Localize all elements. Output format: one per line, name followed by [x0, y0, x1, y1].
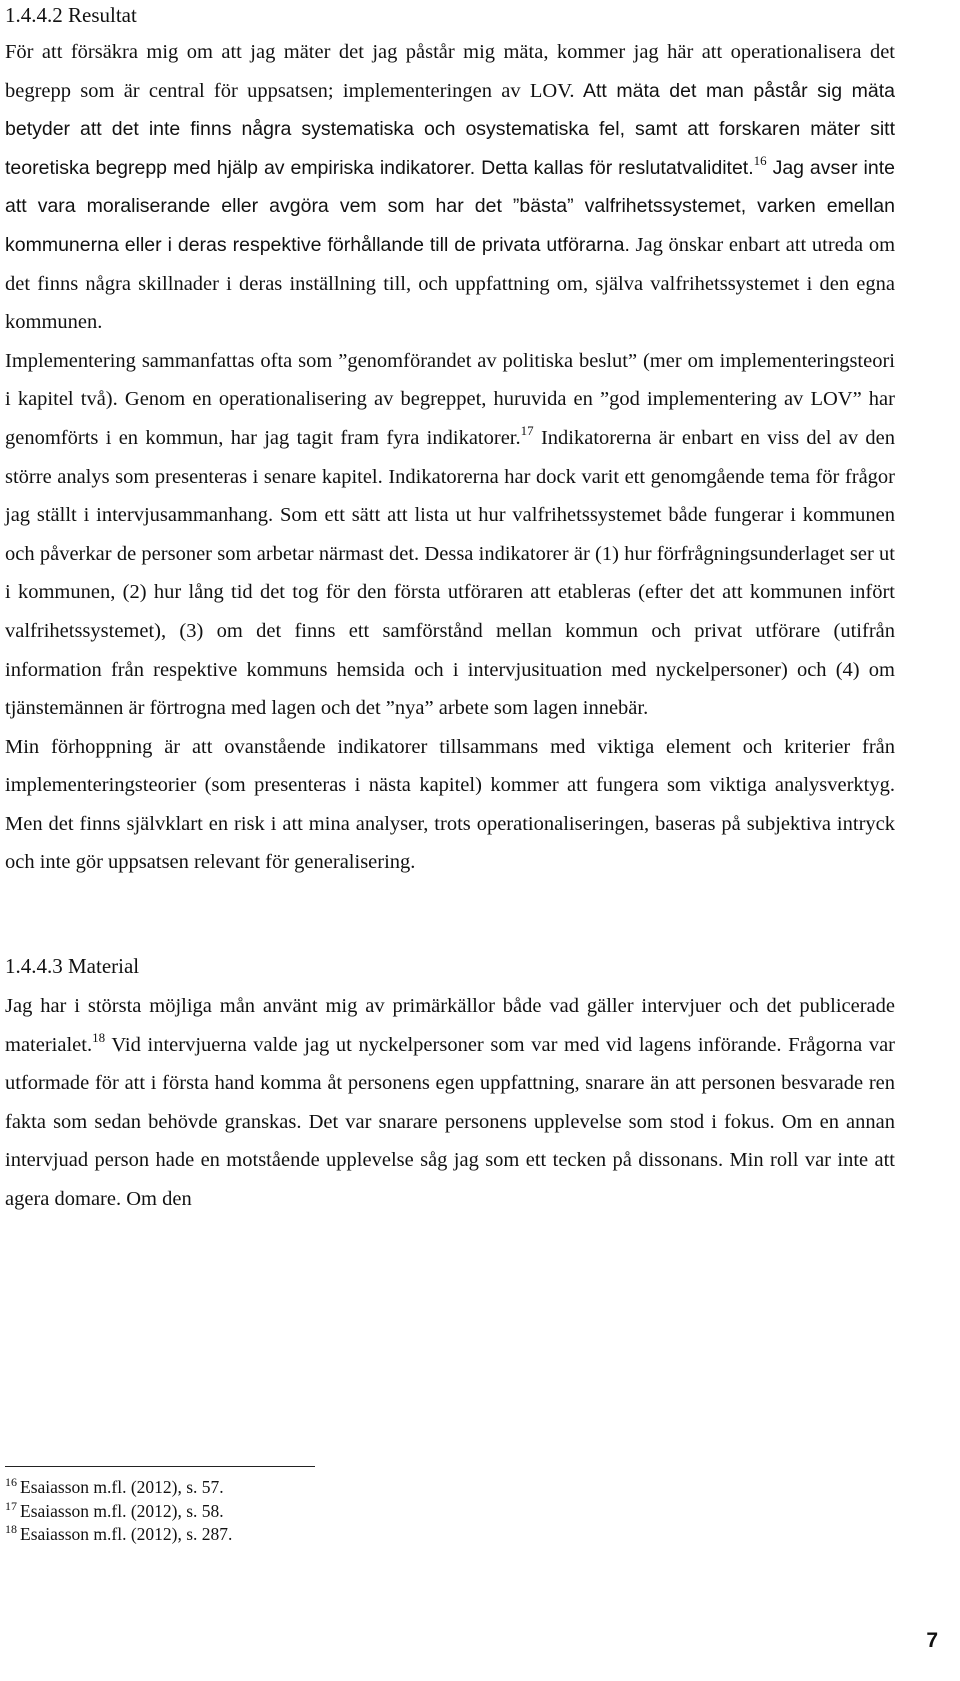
text-run: Indikatorerna är enbart en viss del av den större analys som presenteras i senare kapitel. Indikatorerna har dock varit ett genomgående tema för frågor jag ställt i intervjusammanhang. Som ett sätt att lista ut hur valfrihetssystemet både fungerar i kommunen och påverkar de personer som arbetar närmast det. Dessa indikatorer är (1) hur förfrågningsunderlaget ser ut i kommunen, (2) hur lång tid det tog för den första utföraren att etableras (efter det att kommunen infört valfrihetssystemet), (3) om det finns ett samförstånd mellan kommun och privat utförare (utifrån information från respektive kommuns hemsida och i intervjusituation med nyckelpersoner) och (4) om tjänstemännen är förtrogna med lagen och det ”nya” arbete som lagen innebär.: [5, 426, 896, 720]
footnote-number: 16: [5, 1475, 17, 1489]
footnote-number: 18: [5, 1522, 17, 1536]
footnote-18: [5, 1523, 605, 1547]
paragraph-resultat-3: Min förhoppning är att ovanstående indikatorer tillsammans med viktiga element och kriterier från implementeringsteorier (som presenteras i nästa kapitel) kommer att fungera som viktiga analysverktyg. Men det finns självklart en risk i att mina analyser, trots operationaliseringen, baseras på subjektiva intryck och inte gör uppsatsen relevant för generalisering.: [5, 735, 895, 874]
footnote-17: [5, 1500, 605, 1524]
document-page: [5, 0, 895, 1219]
section-heading-resultat: 1.4.4.2 Resultat: [5, 3, 137, 27]
footnote-ref-17: 17: [520, 422, 534, 438]
paragraph-resultat-2: [5, 342, 895, 728]
footnote-text: Esaiasson m.fl. (2012), s. 287.: [20, 1524, 233, 1544]
footnotes: [5, 1476, 605, 1547]
text-run: Vid intervjuerna valde jag ut nyckelpersoner som var med vid lagens införande. Frågorna var utformade för att i första hand komma åt personens egen uppfattning, snarare än att personen besvarade ren fakta som sedan behövde granskas. Det var snarare personens upplevelse som stod i fokus. Om en annan intervjuad person hade en motstående upplevelse såg jag som ett tecken på dissonans. Min roll var inte att agera domare. Om den: [5, 1033, 895, 1211]
text-run: Jag avser inte att vara moraliserande eller avgöra vem som har det ”bästa” valfrihetssystemet, varken emellan kommunerna eller i deras respektive förhållande till de privata utförarna.: [5, 156, 895, 256]
footnote-ref-16: 16: [753, 152, 767, 168]
paragraph-resultat-1: [5, 33, 895, 342]
section-heading-material: 1.4.4.3 Material: [5, 954, 140, 979]
text-run: För att försäkra mig om att jag mäter det jag påstår mig mäta, kommer jag här att operationalisera det begrepp som är central för uppsatsen; implementeringen av LOV.: [5, 41, 895, 102]
footnote-ref-18: 18: [92, 1029, 106, 1045]
text-run: Jag önskar enbart att utreda om det finns några skillnader i deras inställning till, och uppfattning om, själva valfrihetssystemet i den egna kommunen.: [5, 233, 896, 334]
footnote-text: Esaiasson m.fl. (2012), s. 58.: [20, 1500, 224, 1521]
footnote-divider: [5, 1466, 315, 1467]
footnote-16: [5, 1476, 605, 1500]
footnote-text: Esaiasson m.fl. (2012), s. 57.: [20, 1477, 224, 1497]
page-number: 7: [926, 1629, 938, 1652]
text-run: Jag har i största möjliga mån använt mig av primärkällor både vad gäller intervjuer och det publicerade materialet.: [5, 995, 895, 1056]
paragraph-material-1: [5, 987, 895, 1219]
text-run: Genom en operationalisering av begreppet, huruvida en ”god implementering av LOV” har genomförts i en kommun, har jag tagit fram fyra indikatorer.: [5, 388, 895, 449]
footnote-number: 17: [5, 1498, 17, 1513]
text-run: Att mäta det man påstår sig mäta betyder att det inte finns några systematiska och osystematiska fel, samt att forskaren mäter sitt teoretiska begrepp med hjälp av empiriska indikatorer. Detta kallas för reslutatvaliditet.: [5, 79, 895, 179]
text-run: Implementering sammanfattas ofta som ”genomförandet av politiska beslut” (mer om implementeringsteori i kapitel två).: [5, 349, 895, 411]
